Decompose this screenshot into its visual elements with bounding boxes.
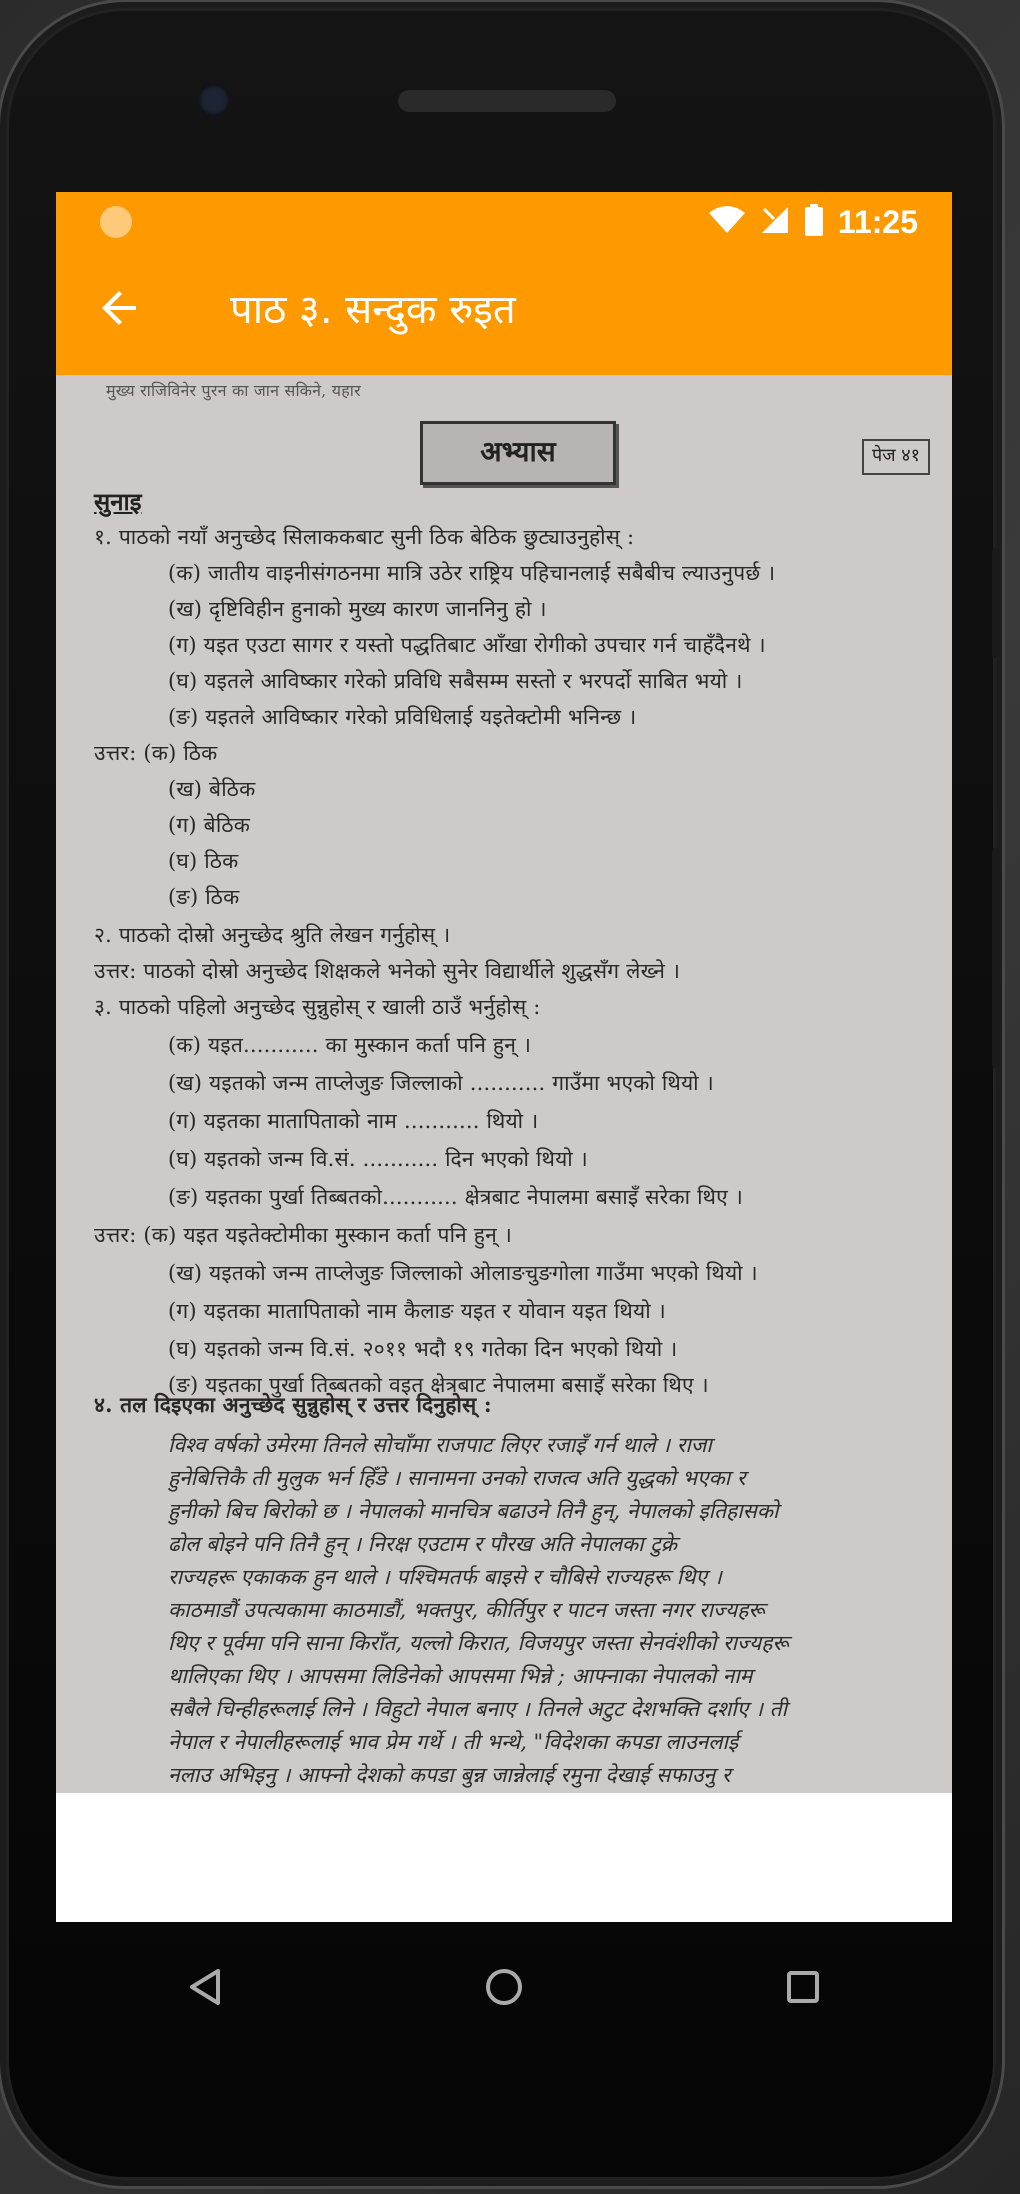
power-button	[992, 848, 1000, 1068]
text-line: (घ) ठिक	[168, 849, 239, 873]
handwritten-line: नलाउ अभिइनु । आफ्नो देशको कपडा बुन्न जान्नेलाई रमुना देखाई सफाउनु र	[168, 1763, 731, 1787]
text-line: (घ) यइतको जन्म वि.सं. २०११ भदौ १९ गतेका दिन भएको थियो ।	[168, 1337, 678, 1361]
text-line: (क) जातीय वाइनीसंगठनमा मात्रि उठेर राष्ट्रिय पहिचानलाई सबैबीच ल्याउनुपर्छ ।	[168, 561, 776, 585]
text-line: (घ) यइतको जन्म वि.सं. ........... दिन भएको थियो ।	[168, 1147, 588, 1171]
earpiece-speaker	[398, 90, 616, 112]
text-line: उत्तर: (क) ठिक	[94, 741, 218, 765]
nav-home-button[interactable]	[474, 1957, 534, 2017]
square-recents-icon	[785, 1969, 821, 2005]
text-line: (ख) यइतको जन्म ताप्लेजुङ जिल्लाको ........... गाउँमा भएको थियो ।	[168, 1071, 714, 1095]
front-camera	[198, 84, 230, 116]
text-line: (ख) यइतको जन्म ताप्लेजुङ जिल्लाको ओलाङचुङगोला गाउँमा भएको थियो ।	[168, 1261, 758, 1285]
handwritten-line: थिए र पूर्वमा पनि साना किराँत, यल्लो किरात, विजयपुर जस्ता सेनवंशीको राज्यहरू	[168, 1631, 789, 1655]
handwritten-line: राज्यहरू एकाकक हुन थाले । पश्चिमतर्फ बाइसे र चौबिसे राज्यहरू थिए ।	[168, 1565, 722, 1589]
system-nav-bar	[56, 1922, 952, 2052]
volume-button	[992, 548, 1000, 658]
text-line: (ङ) यइतका पुर्खा तिब्बतको........... क्षेत्रबाट नेपालमा बसाइँ सरेका थिए ।	[168, 1185, 744, 1209]
text-line: (ख) दृष्टिविहीन हुनाको मुख्य कारण जाननिनु हो ।	[168, 597, 547, 621]
text-line: २. पाठको दोस्रो अनुच्छेद श्रुति लेखन गर्नुहोस् ।	[94, 923, 451, 947]
text-line: (क) यइत........... का मुस्कान कर्ता पनि हुन् ।	[168, 1033, 532, 1057]
text-line: उत्तर: पाठको दोस्रो अनुच्छेद शिक्षकले भनेको सुनेर विद्यार्थीले शुद्धसँग लेख्ने ।	[94, 959, 681, 983]
status-bar	[708, 200, 918, 244]
battery-icon	[804, 204, 824, 240]
text-line: (ग) यइतका मातापिताको नाम कैलाङ यइत र योवान यइत थियो ।	[168, 1299, 666, 1323]
handwritten-line: नेपाल र नेपालीहरूलाई भाव प्रेम गर्थे । ती भन्थे, "विदेशका कपडा लाउनलाई	[168, 1730, 739, 1754]
section-label: सुनाइ	[94, 487, 142, 516]
back-arrow-icon	[96, 284, 144, 332]
handwritten-line: हुनीको बिच बिरोको छ । नेपालको मानचित्र बढाउने तिनै हुन्, नेपालको इतिहासको	[168, 1499, 779, 1523]
text-line: उत्तर: (क) यइत यइतेक्टोमीका मुस्कान कर्ता पनि हुन् ।	[94, 1223, 513, 1247]
back-arrow-button[interactable]	[96, 284, 144, 332]
handwritten-line: ढोल बोइने पनि तिनै हुन् । निरक्ष एउटाम र पौरख अति नेपालका टुक्रे	[168, 1532, 678, 1556]
page-tag: पेज ४१	[862, 439, 930, 475]
nav-back-button[interactable]	[175, 1957, 235, 2017]
text-line: (ङ) यइतले आविष्कार गरेको प्रविधिलाई यइतेक्टोमी भनिन्छ ।	[168, 705, 637, 729]
handwritten-paragraph	[168, 1429, 928, 1825]
triangle-back-icon	[188, 1968, 222, 2006]
handwritten-line: काठमाडौं उपत्यकामा काठमाडौं, भक्तपुर, कीर्तिपुर र पाटन जस्ता नगर राज्यहरू	[168, 1598, 765, 1622]
text-line: (ग) यइत एउटा सागर र यस्तो पद्धतिबाट आँखा रोगीको उपचार गर्न चाहँदैनथे ।	[168, 633, 766, 657]
screen	[56, 192, 952, 1922]
text-line: १. पाठको नयाँ अनुच्छेद सिलाककबाट सुनी ठिक बेठिक छुट्याउनुहोस् :	[94, 525, 635, 549]
text-line: (ग) यइतका मातापिताको नाम ........... थियो ।	[168, 1109, 539, 1133]
handwritten-line: हुनेबित्तिकै ती मुलुक भर्न हिँडे । सानामना उनको राजत्व अति युद्धको भएका र	[168, 1466, 746, 1490]
notification-icon	[100, 206, 132, 238]
wifi-icon	[708, 205, 746, 239]
text-line: (ग) बेठिक	[168, 813, 251, 837]
text-line: ४. तल दिइएका अनुच्छेद सुन्नुहोस् र उत्तर दिनुहोस् :	[94, 1392, 492, 1417]
nav-recents-button[interactable]	[773, 1957, 833, 2017]
signal-icon	[760, 205, 790, 239]
app-bar	[56, 192, 952, 375]
page-top-line: मुख्य राजिविनेर पुरन का जान सकिने, यहार	[106, 381, 361, 400]
scanned-page-image[interactable]	[56, 375, 952, 1793]
handwritten-line: सबैले चिन्हीहरूलाई लिने । विहुटो नेपाल बनाए । तिनले अटुट देशभक्ति दर्शाए । ती	[168, 1697, 788, 1721]
page-title: पाठ ३. सन्दुक रुइत	[230, 287, 516, 333]
text-line: (घ) यइतले आविष्कार गरेको प्रविधि सबैसम्म सस्तो र भरपर्दो साबित भयो ।	[168, 669, 743, 693]
text-line: (ङ) ठिक	[168, 885, 240, 909]
text-line: (ङ) यइतका पुर्खा तिब्बतको वइत क्षेत्रबाट नेपालमा बसाइँ सरेका थिए ।	[168, 1373, 709, 1397]
phone-frame	[6, 8, 996, 2180]
handwritten-line: विश्व वर्षको उमेरमा तिनले सोचाँमा राजपाट लिएर रजाइँ गर्न थाले । राजा	[168, 1433, 712, 1457]
content-footer	[56, 1793, 952, 1922]
text-line: (ख) बेठिक	[168, 777, 256, 801]
exercise-heading: अभ्यास	[420, 421, 616, 485]
text-line: ३. पाठको पहिलो अनुच्छेद सुन्नुहोस् र खाली ठाउँ भर्नुहोस् :	[94, 995, 541, 1019]
status-time: 11:25	[837, 203, 918, 240]
circle-home-icon	[484, 1967, 524, 2007]
handwritten-line: थालिएका थिए । आपसमा लिडिनेको आपसमा भिन्ने ; आफ्नाका नेपालको नाम	[168, 1664, 753, 1688]
